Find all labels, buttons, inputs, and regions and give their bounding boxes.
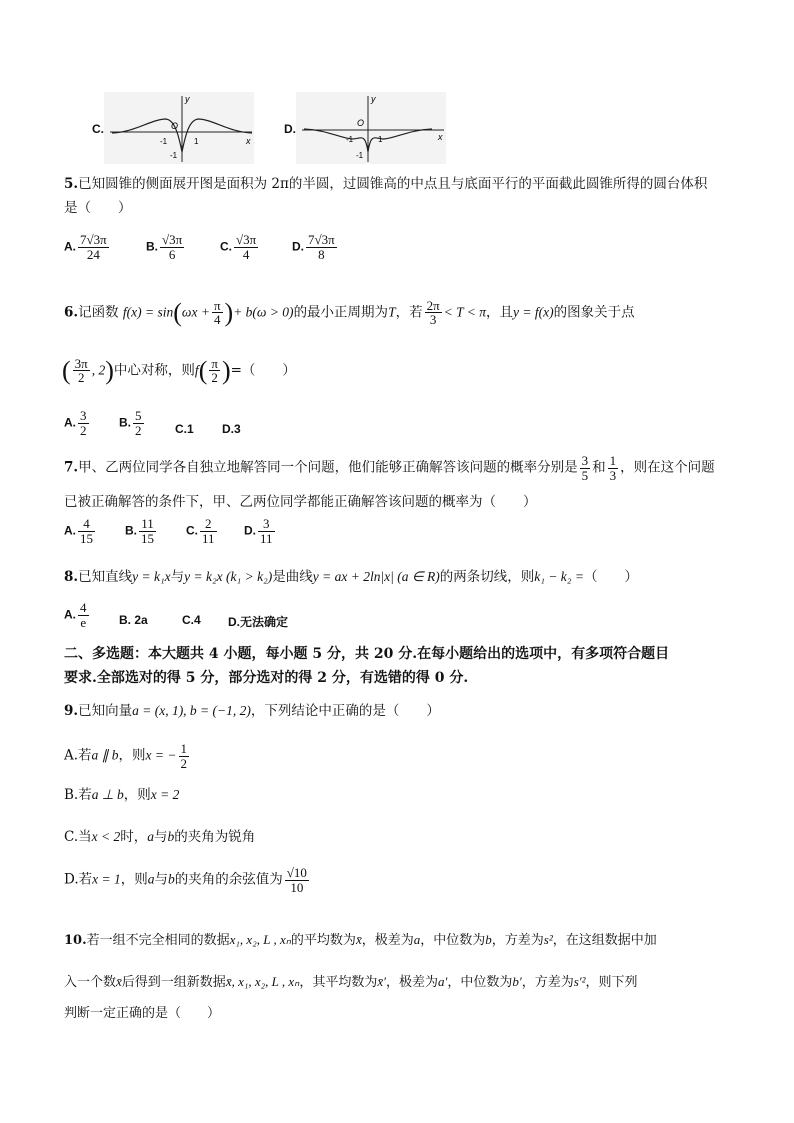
graph-d-tick-y: -1 xyxy=(356,151,364,160)
q7-option-d: D. $\frac{3}{11}$ xyxy=(244,516,273,546)
graph-d-label: D. xyxy=(284,122,296,136)
q7-stem-line1: 7.甲、乙两位同学各自独立地解答同一个问题，他们能够正确解答该问题的概率分别是 $\frac{3}{5}$ 和 $\frac{1}{3}$ ，则在这个问题 xyxy=(64,453,715,483)
q5-option-b: B. $\frac{√3\pi}{6}$ xyxy=(146,232,183,262)
q5-option-a: A. $\frac{7√3\pi}{24}$ xyxy=(64,232,107,262)
q7-stem-line2: 已被正确解答的条件下，甲、乙两位同学都能正确解答该问题的概率为（ ） xyxy=(64,494,537,510)
q9-option-d: D.若x = 1，则a与b的夹角的余弦值为 $\frac{√10}{10}$ xyxy=(64,865,307,895)
q9-option-c: C.当x < 2时，a与b的夹角为锐角 xyxy=(64,829,256,845)
section2-line1: 二、多选题：本大题共 4 小题，每小题 5 分，共 20 分.在每小题给出的选项中，有多项符合题目 xyxy=(64,646,670,662)
q8-option-c: C.4 xyxy=(182,613,201,627)
q5-option-c: C. $\frac{√3\pi}{4}$ xyxy=(220,232,257,262)
graph-c-origin: O xyxy=(171,121,179,131)
q10-stem-line1: 10.若一组不完全相同的数据x₁, x₂, L , xₙ的平均数为x̄，极差为a，中位数为b，方差为s²，在这组数据中加 xyxy=(64,932,657,948)
q9-stem: 9.已知向量a = (x, 1), b = (−1, 2)，下列结论中正确的是（ ） xyxy=(64,703,440,719)
q9-number: 9. xyxy=(64,703,79,719)
q10-stem-line3: 判断一定正确的是（ ） xyxy=(64,1006,221,1021)
graph-c-tick-y: -1 xyxy=(170,151,178,160)
graph-c-tick-neg: -1 xyxy=(160,137,168,146)
q6-option-a: A. $\frac{3}{2}$ xyxy=(64,408,87,438)
q6-number: 6. xyxy=(64,304,79,321)
graph-d-plot xyxy=(282,92,452,164)
q10-stem-line2: 入一个数x̄后得到一组新数据x̄, x₁, x₂, L , xₙ，其平均数为x̄′，极差为a′，中位数为b′，方差为s′²，则下列 xyxy=(64,974,638,990)
q7-option-c: C. $\frac{2}{11}$ xyxy=(186,516,215,546)
graph-c-tick-pos: 1 xyxy=(194,137,199,146)
graph-c xyxy=(90,92,260,164)
q8-stem: 8.已知直线y = k₁x与y = k₂x (k₁ > k₂)是曲线y = ax + 2ln|x| (a ∈ R)的两条切线，则k₁ − k₂ =（ ） xyxy=(64,569,638,585)
graph-d-x-label: x xyxy=(438,132,443,142)
q8-number: 8. xyxy=(64,569,79,585)
graph-d-y-label: y xyxy=(371,94,376,104)
q8-option-a: A. $\frac{4}{e}$ xyxy=(64,600,87,630)
q6-option-c: C.1 xyxy=(175,422,194,436)
q8-option-d: D.无法确定 xyxy=(228,615,289,629)
graph-d-origin: O xyxy=(357,118,365,128)
q10-number: 10. xyxy=(64,933,87,948)
graph-c-label: C. xyxy=(92,122,104,136)
graph-d xyxy=(282,92,452,164)
q5-stem-text: 已知圆锥的侧面展开图是面积为 2π的半圆，过圆锥高的中点且与底面平行的平面截此圆锥所得的圆台体积 xyxy=(78,176,708,192)
q9-option-a: A.若a ∥ b，则x = − $\frac{1}{2}$ xyxy=(64,741,188,771)
q5-option-d: D. $\frac{7√3\pi}{8}$ xyxy=(292,232,335,262)
q6-stem-line2: ( $\frac{3\pi}{2}$ , 2)中心对称，则f( $\frac{\pi}{2}$ )=（ ） xyxy=(62,355,296,386)
q6-option-d: D.3 xyxy=(222,422,241,436)
q7-option-a: A. $\frac{4}{15}$ xyxy=(64,516,93,546)
q8-option-b: B. 2a xyxy=(119,613,148,627)
q6-stem-line1: 6.记函数 f(x) = sin(ωx + $\frac{\pi}{4}$ )+ b(ω > 0)的最小正周期为T，若 $\frac{2\pi}{3}$ < T < π，且y = f(x)的图象关于点 xyxy=(64,297,635,328)
graph-c-y-label: y xyxy=(185,94,190,104)
graph-d-tick-pos: 1 xyxy=(378,135,383,144)
q9-option-b: B.若a ⊥ b，则x = 2 xyxy=(64,787,180,803)
q7-option-b: B. $\frac{11}{15}$ xyxy=(125,516,154,546)
q5-stem-line2: 是（ ） xyxy=(64,200,132,216)
section2-line2: 要求.全部选对的得 5 分，部分选对的得 2 分，有选错的得 0 分. xyxy=(64,670,469,686)
q5-number: 5. xyxy=(64,176,79,192)
q5-stem-line1 xyxy=(64,176,707,194)
graph-c-bg xyxy=(104,92,254,164)
graph-c-x-label: x xyxy=(246,136,251,146)
q6-option-b: B. $\frac{5}{2}$ xyxy=(119,408,142,438)
q7-number: 7. xyxy=(64,459,79,476)
graph-c-plot xyxy=(90,92,260,164)
graph-d-tick-neg: -1 xyxy=(346,135,354,144)
